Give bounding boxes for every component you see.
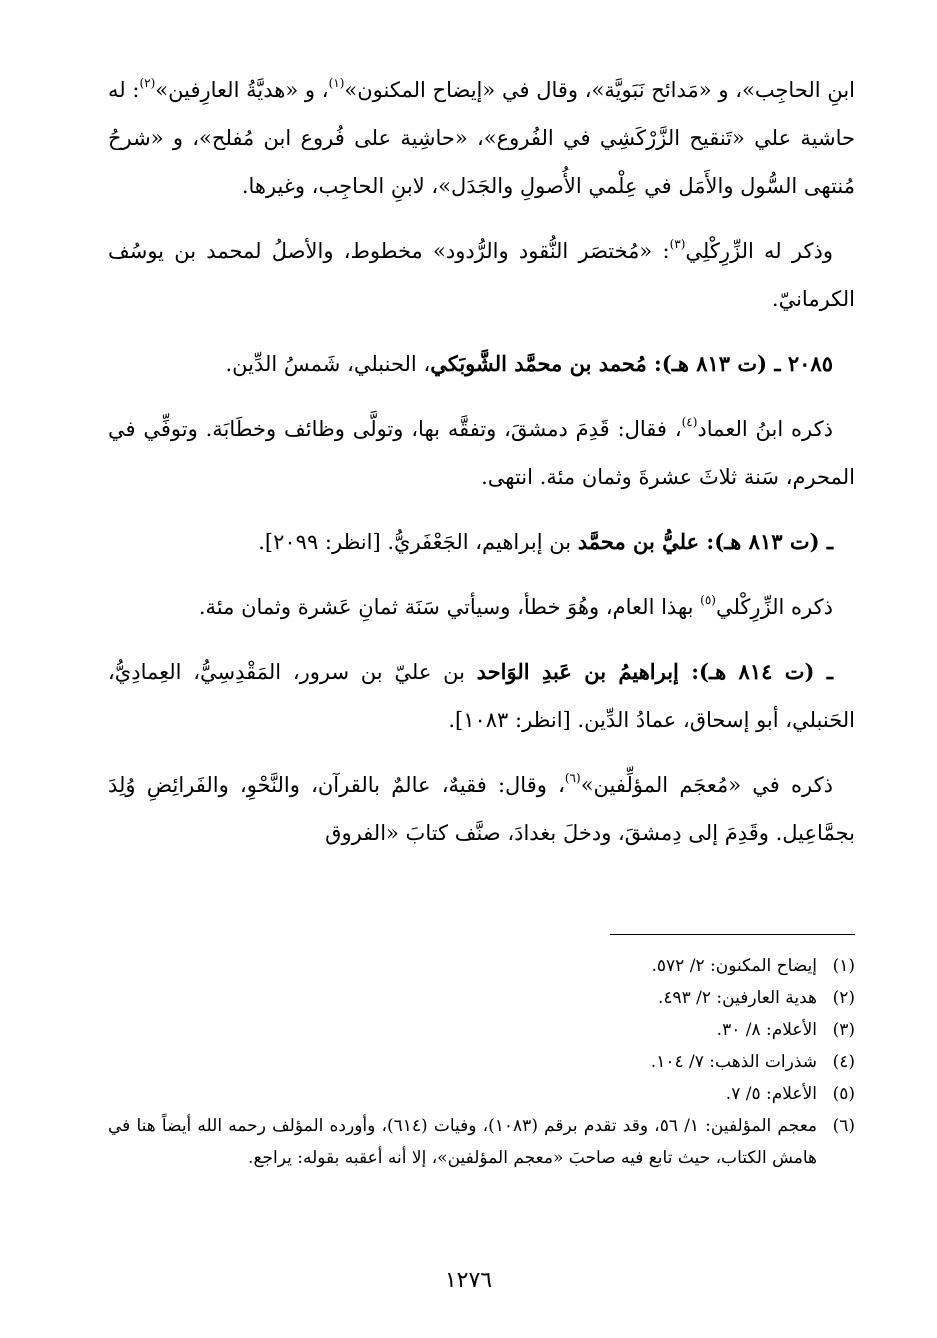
page-number: ١٢٧٦: [444, 1268, 493, 1293]
paragraph-p4: [108, 405, 855, 501]
entry-heading: ـ (ت ٨١٣ هـ): عليُّ بن محمَّد: [577, 529, 833, 554]
text-run: وذكر له الزِّرِكْلِي: [685, 239, 833, 263]
footnote-number: (٦): [832, 1116, 855, 1136]
footnote: [108, 1110, 855, 1174]
footnote-number: (٣): [832, 1020, 855, 1040]
paragraph-p2: [108, 227, 855, 323]
paragraph-p5: [108, 518, 855, 566]
text-run: بن عليّ بن سرور، المَقْدِسِيُّ، العِمادِيُّ، الحَنبلي، أبو إسحاق، عمادُ الدِّين. [انظر: ١٠٨٣].: [108, 660, 855, 732]
footnote: [108, 1078, 855, 1110]
footnote-text: هدية العارفين: ٢/ ٤٩٣.: [657, 988, 817, 1008]
text-run: ذكره ابنُ العماد: [697, 417, 833, 441]
footnote: [108, 1014, 855, 1046]
footnote-text: الأعلام: ٨/ ٣٠.: [716, 1020, 817, 1040]
footnote-ref: (٦): [564, 771, 581, 785]
footnote-number: (٤): [832, 1052, 855, 1072]
entry-heading: ـ (ت ٨١٤ هـ): إبراهيمُ بن عَبدِ الوَاحد: [476, 659, 833, 684]
footnote-text: معجم المؤلفين: ١/ ٥٦، وقد تقدم برقم (١٠٨٣)، وفيات (٦١٤)، وأورده المؤلف رحمه الله أيضاً هنا في هامش الكتاب، حيث تابع فيه صاحبَ «معجم المؤلفين»، إلا أنه أعقبه بقوله: يراجع.: [108, 1116, 817, 1168]
footnote: [108, 950, 855, 982]
footnote-number: (١): [832, 956, 855, 976]
entry-heading: ٢٠٨٥ ـ (ت ٨١٣ هـ): مُحمد بن محمَّد الشَّوبَكي: [430, 351, 833, 376]
paragraph-p1: [108, 66, 855, 210]
main-text: [108, 66, 855, 874]
text-run: : «مُختصَر النُّقود والرُّدود» مخطوط، والأصلُ لمحمد بن يوسُف الكرمانيّ.: [108, 239, 855, 311]
footnote-ref: (٤): [681, 415, 698, 429]
footnote-ref: (٢): [139, 76, 156, 90]
footnote-ref: (١): [328, 76, 345, 90]
paragraph-p7: [108, 648, 855, 744]
footnotes: [108, 950, 855, 1174]
footnote: [108, 982, 855, 1014]
text-run: ، فقال: قَدِمَ دمشقَ، وتفقَّه بها، وتولَّى وظائف وخطَابَة. وتوفِّي في المحرم، سَنة ثلاثَ عشرةَ وثمان مئة. انتهى.: [108, 417, 855, 489]
text-run: ذكره في «مُعجَم المؤلِّفين»: [580, 773, 833, 797]
text-run: : له حاشية علي «تَنقيح الزَّرْكَشِي في الفُروع»، «حاشِية على فُروع ابن مُفلح»، و «شرحُ مُنتهى السُّول والأَمَل في عِلْمي الأُصولِ والجَدَل»، لابنِ الحاجِب، وغيرها.: [108, 78, 855, 198]
text-run: بن إبراهيم، الجَعْفَريُّ. [انظر: ٢٠٩٩].: [258, 530, 578, 554]
text-run: ، و «هديَّةُ العارِفين»: [155, 78, 329, 102]
footnote-separator: [610, 934, 855, 935]
paragraph-p6: [108, 583, 855, 631]
footnote: [108, 1046, 855, 1078]
footnote-text: شذرات الذهب: ٧/ ١٠٤.: [650, 1052, 817, 1072]
paragraph-p3: [108, 340, 855, 388]
text-run: ، الحنبلي، شَمسُ الدِّين.: [225, 352, 431, 376]
text-run: ابنِ الحاجِب»، و «مَدائح نَبَويَّة»، وقال في «إيضاح المكنون»: [344, 78, 856, 102]
text-run: ، وقال: فقيهٌ، عالمٌ بالقرآن، والنَّحْوِ، والفَرائِضِ وُلِدَ بجمَّاعِيل. وقَدِمَ إلى دِمشقَ، ودخلَ بغدادَ، صنَّف كتابَ «الفروق: [108, 773, 855, 845]
footnote-text: إيضاح المكنون: ٢/ ٥٧٢.: [651, 956, 817, 976]
text-run: ذكره الزِّرِكْلي: [715, 595, 833, 619]
text-run: بهذا العام، وهُوَ خطأ، وسيأتي سَنَة ثمانِ عَشرة وثمان مئة.: [198, 595, 701, 619]
footnote-ref: (٣): [669, 237, 686, 251]
paragraph-p8: [108, 761, 855, 857]
footnote-number: (٢): [832, 988, 855, 1008]
footnote-number: (٥): [832, 1084, 855, 1104]
footnote-ref: (٥): [700, 593, 716, 607]
footnote-text: الأعلام: ٥/ ٧.: [725, 1084, 817, 1104]
